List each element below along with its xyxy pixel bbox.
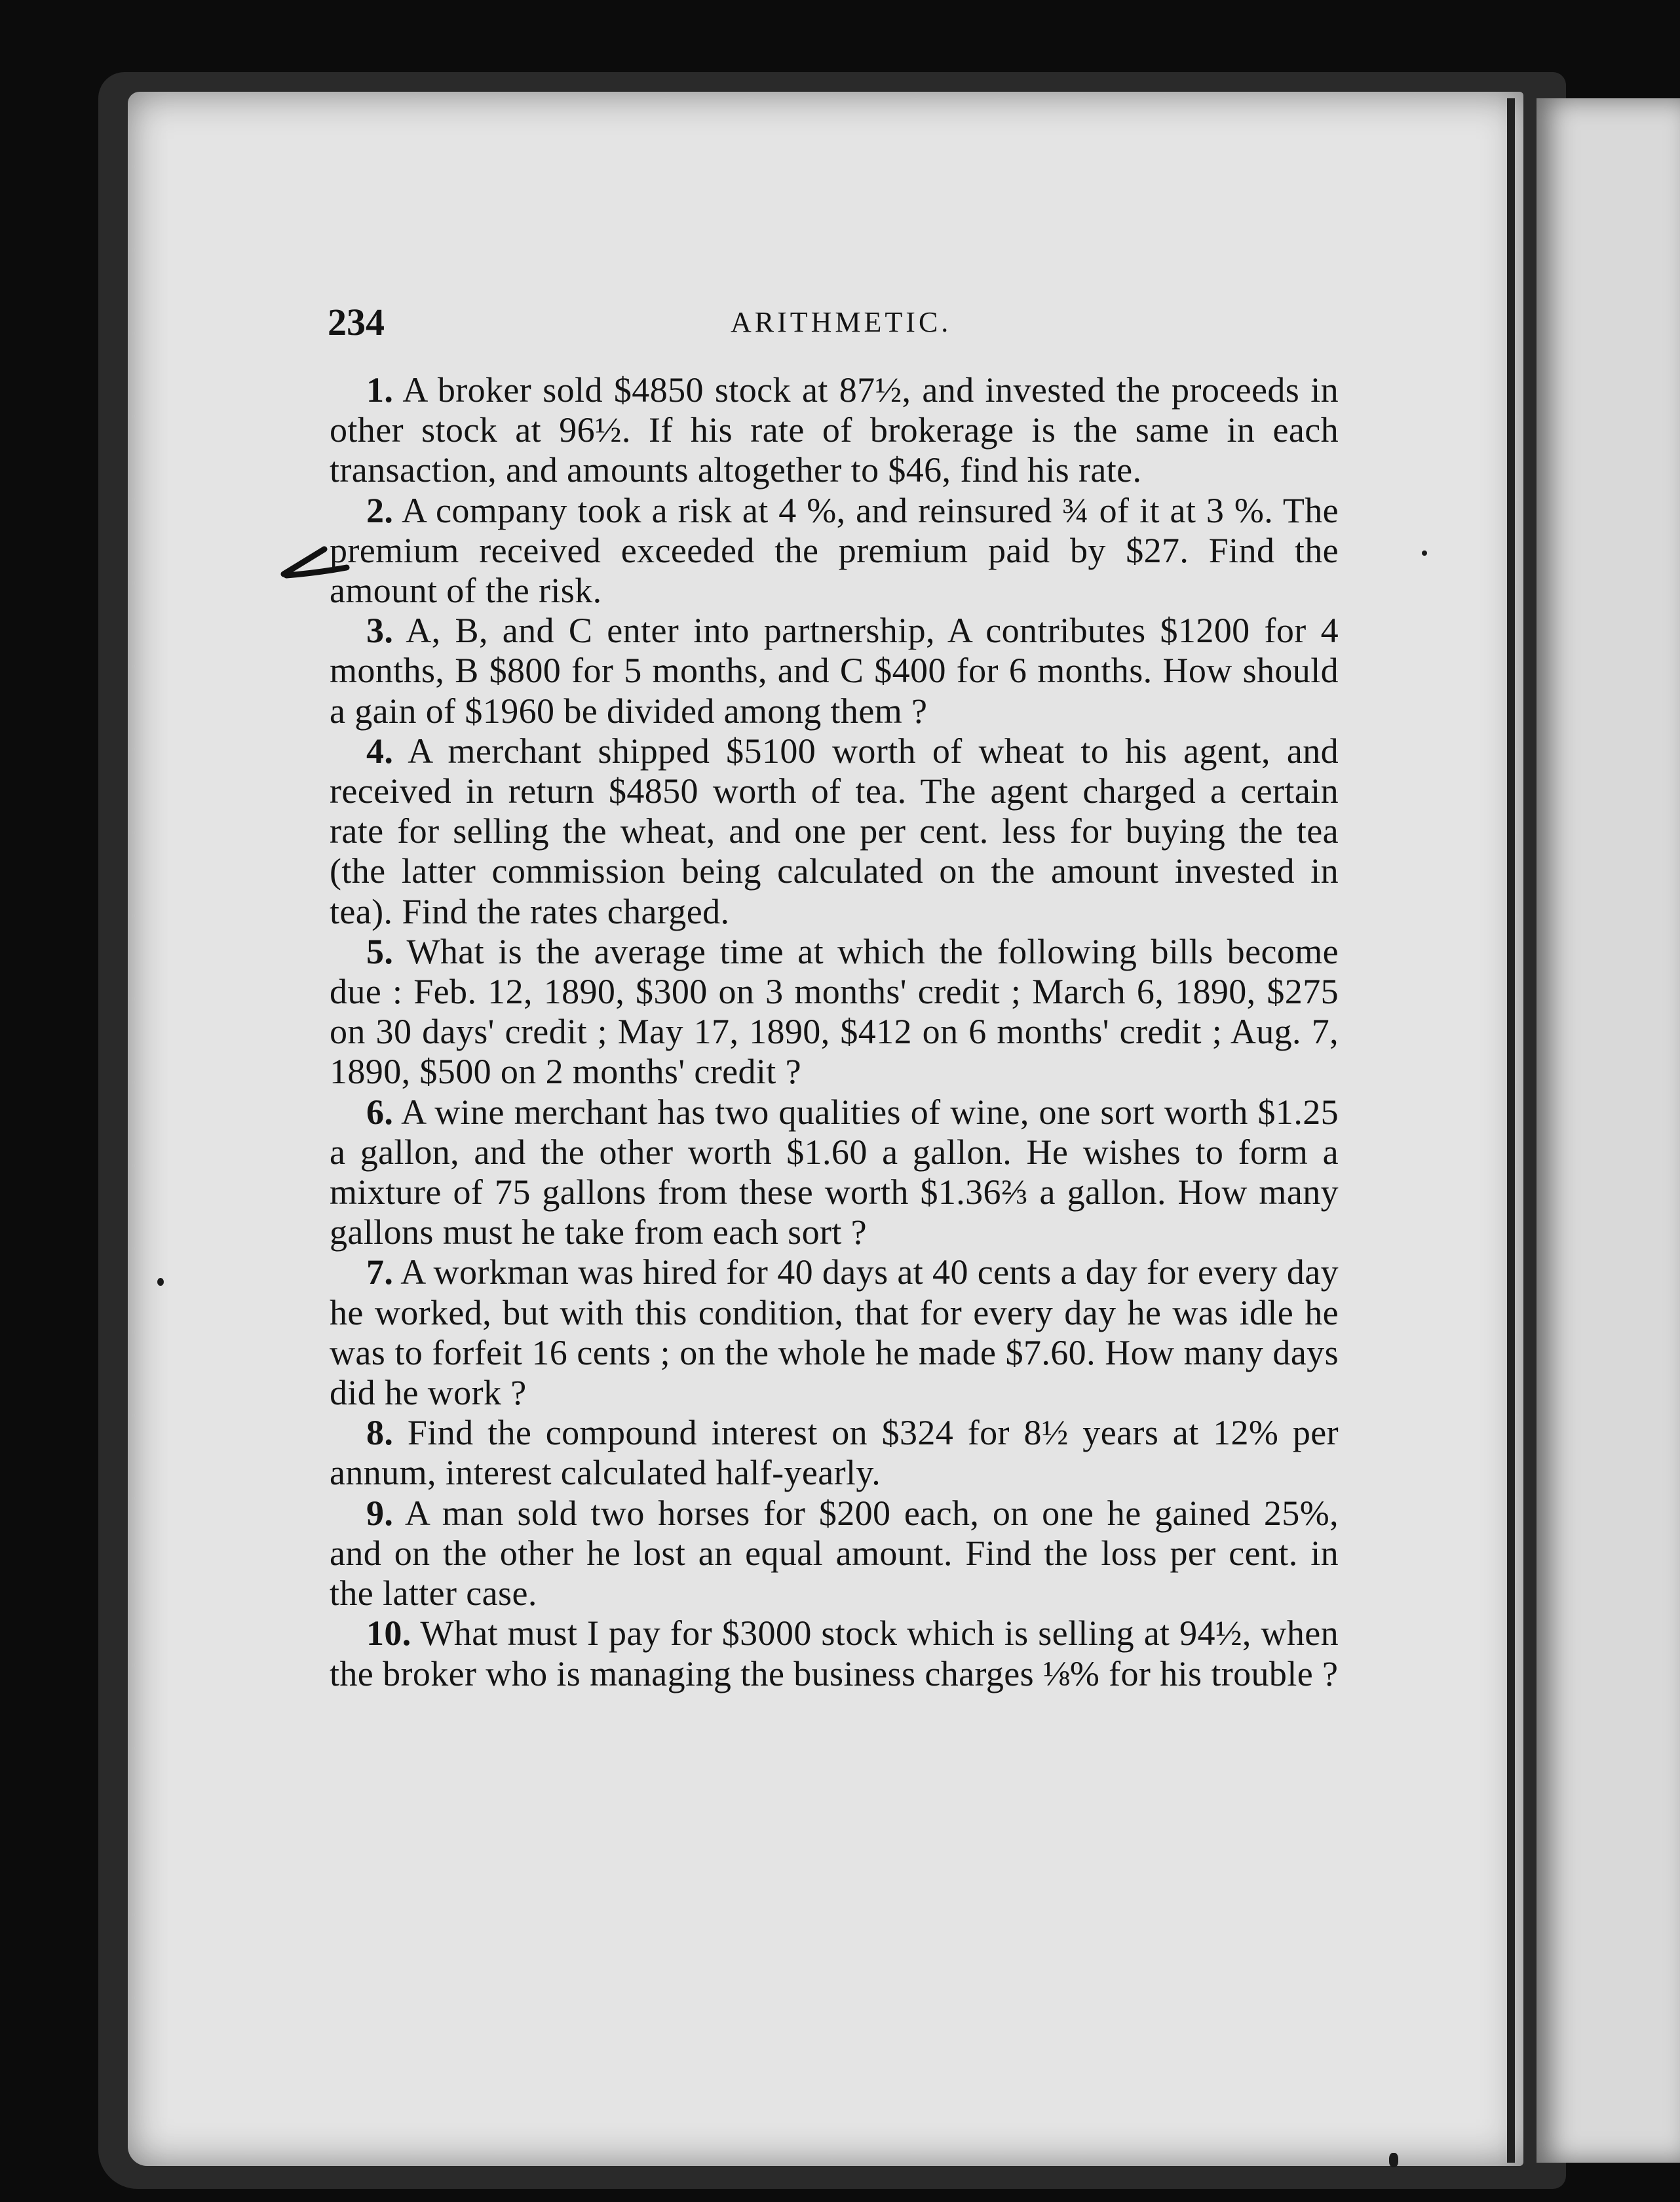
problem-item (330, 1092, 1339, 1253)
problem-item (330, 1252, 1339, 1413)
problem-item (330, 491, 1339, 611)
problem-list (330, 370, 1339, 1694)
page-edge-rule (1507, 98, 1515, 2163)
running-head: ARITHMETIC. (731, 306, 952, 338)
problem-text: What is the average time at which the following bills become due : Feb. 12, 1890, $300 on 3 months' credit ; March 6, 1890, $275 on 30 days' credit ; May 17, 1890, $412 on 6 months' credit ; Aug. 7, 1890, $500 on 2 months' credit ? (330, 931, 1339, 1092)
problem-number: 3. (366, 611, 394, 651)
problem-number: 1. (366, 370, 394, 410)
problem-number: 5. (366, 931, 394, 971)
problem-text: A workman was hired for 40 days at 40 cents a day for every day he worked, but with this condition, that for every day he was idle he was to forfeit 16 cents ; on the whole he made $7.60. How many days did he work ? (330, 1252, 1339, 1413)
problem-number: 10. (366, 1613, 411, 1653)
problem-item (330, 370, 1339, 491)
adjacent-page-sliver (1537, 98, 1680, 2163)
problem-item (330, 1613, 1339, 1693)
problem-number: 8. (366, 1413, 394, 1453)
problem-item (330, 932, 1339, 1092)
scan-speck (157, 1278, 164, 1286)
problem-item (330, 611, 1339, 731)
problem-text: A wine merchant has two qualities of wine, one sort worth $1.25 a gallon, and the other worth $1.60 a gallon. He wishes to form a mixture of 75 gallons from these worth $1.36⅔ a gallon. How many gallons must he take from each sort ? (330, 1092, 1339, 1252)
problem-number: 7. (366, 1252, 394, 1292)
scan-speck (1422, 550, 1427, 556)
problem-text: A, B, and C enter into partnership, A contributes $1200 for 4 months, B $800 for 5 months, and C $400 for 6 months. How should a gain of $1960 be divided among them ? (330, 611, 1339, 731)
problem-text: A man sold two horses for $200 each, on one he gained 25%, and on the other he lost an equal amount. Find the loss per cent. in the latter case. (330, 1493, 1339, 1613)
problem-text: What must I pay for $3000 stock which is selling at 94½, when the broker who is managing the business charges ⅛% for his trouble ? (330, 1613, 1339, 1693)
problem-item (330, 1413, 1339, 1493)
problem-item (330, 731, 1339, 932)
problem-item (330, 1494, 1339, 1614)
problem-text: A merchant shipped $5100 worth of wheat to his agent, and received in return $4850 worth of tea. The agent charged a certain rate for selling the wheat, and one per cent. less for buying the tea (the latter commission being calculated on the amount invested in tea). Find the rates charged. (330, 731, 1339, 931)
page-number: 234 (328, 301, 385, 343)
problem-text: Find the compound interest on $324 for 8½ years at 12% per annum, interest calculated half-yearly. (330, 1413, 1339, 1493)
problem-number: 2. (366, 490, 394, 530)
problem-number: 6. (366, 1092, 394, 1132)
problem-text: A broker sold $4850 stock at 87½, and invested the proceeds in other stock at 96½. If his rate of brokerage is the same in each transaction, and amounts altogether to $46, find his rate. (330, 370, 1339, 490)
scan-speck (1389, 2153, 1398, 2167)
problem-number: 4. (366, 731, 394, 771)
problem-text: A company took a risk at 4 %, and reinsured ¾ of it at 3 %. The premium received exceeded the premium paid by $27. Find the amount of the risk. (330, 490, 1339, 611)
problem-number: 9. (366, 1493, 394, 1533)
